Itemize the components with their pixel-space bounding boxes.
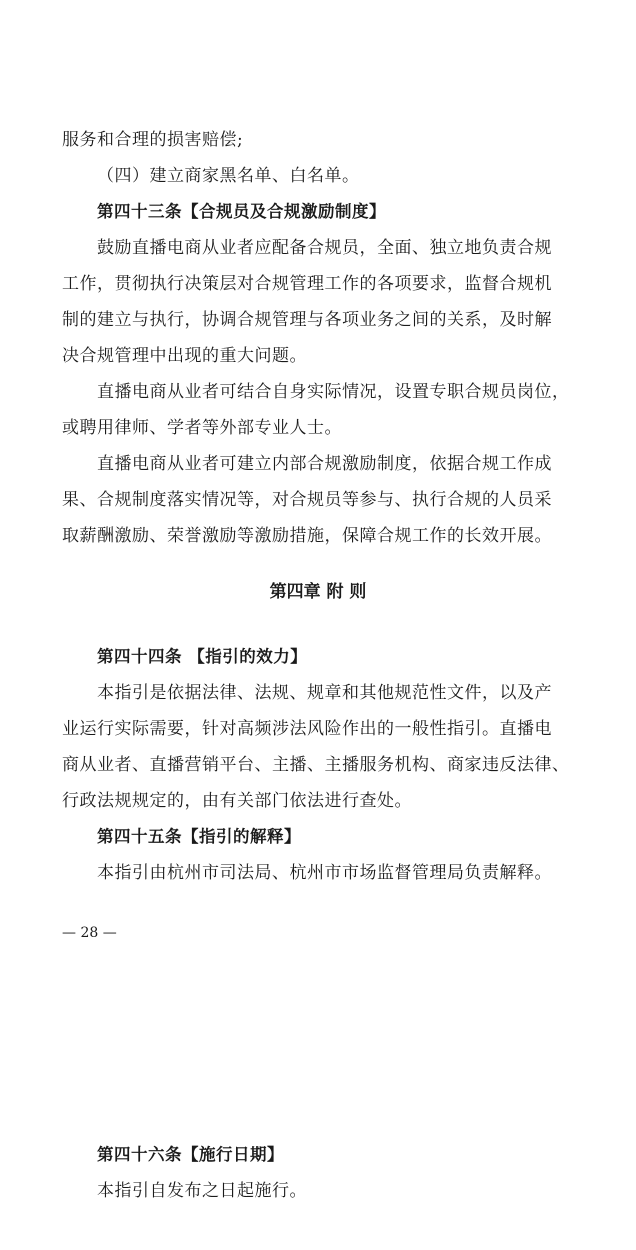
article-44-p1-line: 本指引是依据法律、法规、规章和其他规范性文件，以及产 [97,683,552,703]
article-43-p3-line: 果、合规制度落实情况等，对合规员等参与、执行合规的人员采 [62,490,552,510]
article-44-p1-line: 业运行实际需要，针对高频涉法风险作出的一般性指引。直播电 [62,719,552,739]
article-45-p1: 本指引由杭州市司法局、杭州市市场监督管理局负责解释。 [97,863,552,883]
article-43-p1-line: 工作，贯彻执行决策层对合规管理工作的各项要求，监督合规机 [62,274,552,294]
article-45-heading: 第四十五条【指引的解释】 [97,827,301,846]
continued-line: 服务和合理的损害赔偿; [62,130,244,150]
page-number: — 28 — [62,925,117,941]
article-43-p1-line: 制的建立与执行，协调合规管理与各项业务之间的关系，及时解 [62,310,552,330]
article-44-heading: 第四十四条 【指引的效力】 [97,647,308,666]
item-4: （四）建立商家黑名单、白名单。 [97,166,360,186]
article-46-p1: 本指引自发布之日起施行。 [97,1181,307,1201]
article-43-heading: 第四十三条【合规员及合规激励制度】 [97,202,386,221]
article-44-p1-line: 行政法规规定的，由有关部门依法进行查处。 [62,791,412,811]
article-43-p3-line: 取薪酬激励、荣誉激励等激励措施，保障合规工作的长效开展。 [62,526,552,546]
article-43-p3-line: 直播电商从业者可建立内部合规激励制度，依据合规工作成 [97,454,552,474]
article-43-p1-line: 鼓励直播电商从业者应配备合规员，全面、独立地负责合规 [97,238,552,258]
article-46-heading: 第四十六条【施行日期】 [97,1145,284,1164]
article-43-p2-line: 直播电商从业者可结合自身实际情况，设置专职合规员岗位， [97,382,570,402]
article-43-p1-line: 决合规管理中出现的重大问题。 [62,346,307,366]
chapter-4-title: 第四章 附 则 [269,582,367,602]
article-44-p1-line: 商从业者、直播营销平台、主播、主播服务机构、商家违反法律、 [62,755,570,775]
article-43-p2-line: 或聘用律师、学者等外部专业人士。 [62,418,342,438]
